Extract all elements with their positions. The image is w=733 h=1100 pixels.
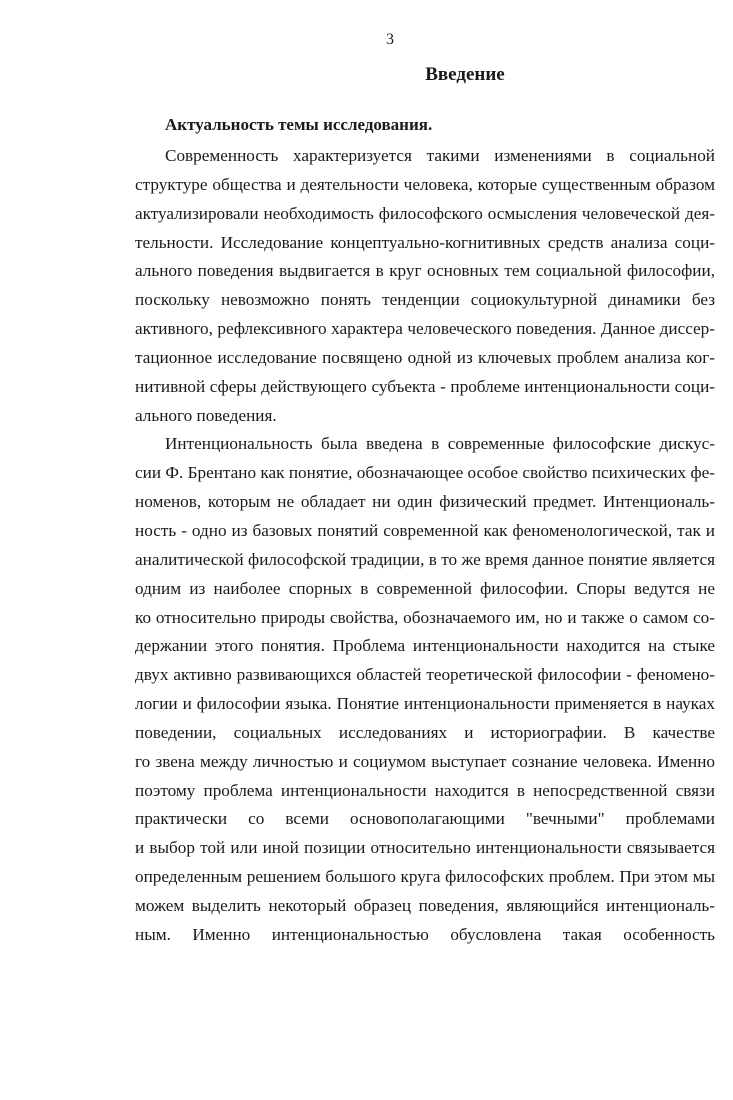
text-line: ность - одно из базовых понятий современной как феноменологической, так и	[135, 520, 715, 540]
text-line: структуре общества и деятельности человека, которые существенным образом	[135, 174, 715, 194]
section-title	[135, 64, 715, 86]
text-line: ко относительно природы свойства, обозначаемого им, но и также о самом со-	[135, 607, 715, 627]
paragraph	[135, 430, 715, 949]
text-line: держании этого понятия. Проблема интенциональности находится на стыке	[135, 636, 715, 656]
text-line: определенным решением большого круга философских проблем. При этом мы	[135, 867, 715, 887]
text-line: двух активно развивающихся областей теоретической философии - феномено-	[135, 665, 715, 685]
text-line: номенов, которым не обладает ни один физический предмет. Интенциональ-	[135, 492, 715, 512]
text-line: поведении, социальных исследованиях и историографии. В качестве	[135, 722, 715, 742]
text-line: го звена между личностью и социумом выступает сознание человека. Именно	[135, 751, 715, 771]
subheading: Актуальность темы исследования.	[165, 115, 433, 134]
text-line: ального поведения.	[135, 405, 277, 425]
text-line: и выбор той или иной позиции относительно интенциональности связывается	[135, 838, 715, 858]
text-line: можем выделить некоторый образец поведения, являющийся интенциональ-	[135, 895, 715, 915]
text-line: аналитической философской традиции, в то же время данное понятие является	[135, 549, 715, 569]
text-line: тационное исследование посвящено одной из ключевых проблем анализа ког-	[135, 347, 715, 367]
text-line: Интенциональность была введена в современные философские дискус-	[165, 434, 715, 454]
text-line: нитивной сферы действующего субъекта - проблеме интенциональности соци-	[135, 376, 715, 396]
text-line: актуализировали необходимость философского осмысления человеческой дея-	[135, 203, 715, 223]
text-line: одним из наиболее спорных в современной философии. Споры ведутся не	[135, 578, 715, 598]
text-line: Современность характеризуется такими изменениями в социальной	[165, 146, 715, 165]
text-line: ным. Именно интенциональностью обусловлена такая особенность	[135, 924, 715, 944]
text-line: ального поведения выдвигается в круг основных тем социальной философии,	[135, 261, 715, 281]
page-number: 3	[386, 31, 394, 48]
section-title-text: Введение	[425, 64, 505, 85]
body-text	[135, 142, 715, 950]
paragraph	[135, 142, 715, 430]
text-line: практически со всеми основополагающими "вечными" проблемами	[135, 809, 715, 829]
text-line: поскольку невозможно понять тенденции социокультурной динамики без	[135, 290, 715, 310]
text-line: сии Ф. Брентано как понятие, обозначающее особое свойство психических фе-	[135, 463, 715, 483]
text-line: логии и философии языка. Понятие интенциональности применяется в науках	[135, 694, 715, 714]
text-line: тельности. Исследование концептуально-когнитивных средств анализа соци-	[135, 232, 715, 252]
text-line: активного, рефлексивного характера человеческого поведения. Данное диссер-	[135, 319, 715, 339]
text-line: поэтому проблема интенциональности находится в непосредственной связи	[135, 780, 715, 800]
